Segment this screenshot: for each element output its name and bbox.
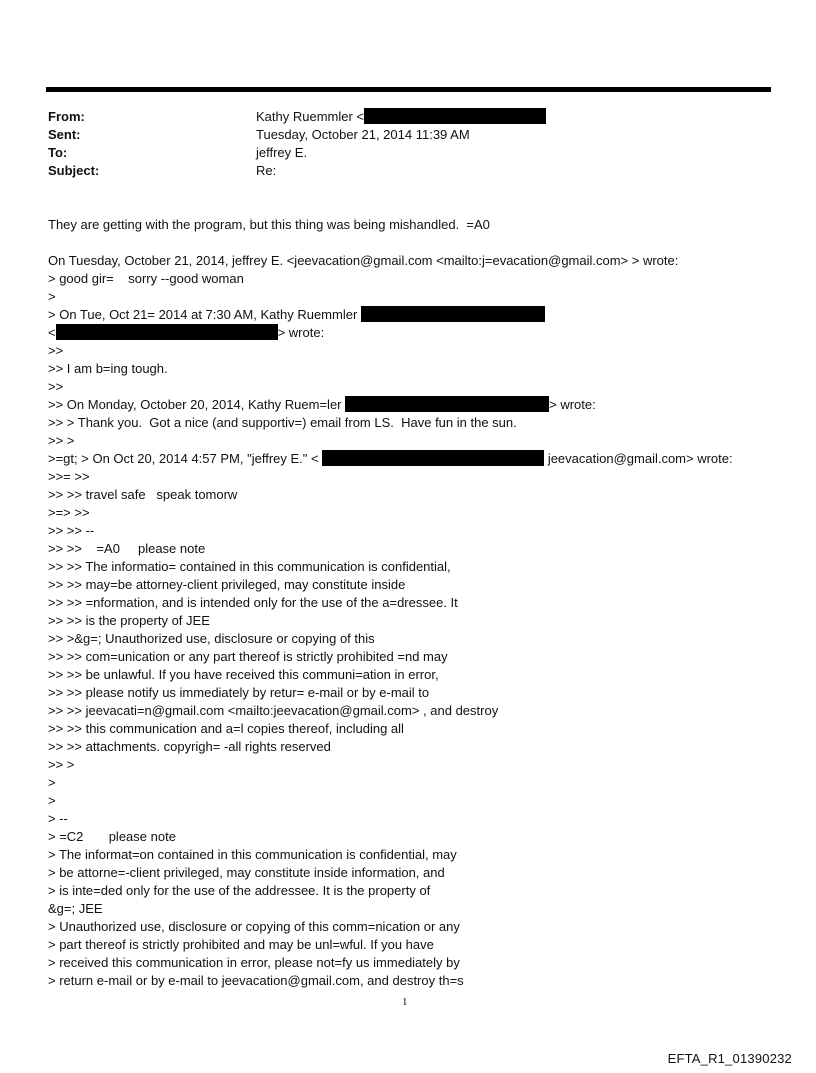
body-line: > -- <box>48 811 68 826</box>
body-line: >> >> jeevacati=n@gmail.com <mailto:jeevacation@gmail.com> , and destroy <box>48 703 499 718</box>
body-line: >> >> please notify us immediately by retur= e-mail or by e-mail to <box>48 685 430 700</box>
body-line: > part thereof is strictly prohibited and may be unl=wful. If you have <box>48 937 434 952</box>
body-line: >=> >> <box>48 505 90 520</box>
body-line: >> >> The informatio= contained in this communication is confidential, <box>48 559 451 574</box>
redaction-box <box>56 324 278 340</box>
redaction-box <box>322 450 544 466</box>
to-value: jeffrey E. <box>256 145 308 160</box>
blank-line <box>48 234 778 252</box>
body-line <box>48 324 778 342</box>
body-text: < <box>48 325 56 340</box>
body-line: > <box>48 775 56 790</box>
email-body <box>48 216 778 990</box>
body-line: >>= >> <box>48 469 90 484</box>
body-line: >> > Thank you. Got a nice (and supportiv=) email from LS. Have fun in the sun. <box>48 415 517 430</box>
body-line: > be attorne=-client privileged, may constitute inside information, and <box>48 865 445 880</box>
body-line: >> <box>48 343 64 358</box>
body-line: &g=; JEE <box>48 901 103 916</box>
from-name: Kathy Ruemmler < <box>256 109 365 124</box>
to-label: To: <box>48 145 68 160</box>
redaction-box <box>361 306 545 322</box>
body-line: >> >&g=; Unauthorized use, disclosure or copying of this <box>48 631 375 646</box>
body-line: > Unauthorized use, disclosure or copying of this comm=nication or any <box>48 919 460 934</box>
body-line: >> > <box>48 757 75 772</box>
from-label: From: <box>48 109 85 124</box>
body-line: > good gir= sorry --good woman <box>48 271 244 286</box>
body-text: > On Tue, Oct 21= 2014 at 7:30 AM, Kathy Ruemmler <box>48 307 361 322</box>
body-line: >> >> =A0 please note <box>48 541 206 556</box>
body-line: >> >> be unlawful. If you have received this communi=ation in error, <box>48 667 439 682</box>
sent-value: Tuesday, October 21, 2014 11:39 AM <box>256 127 470 142</box>
body-line: >> >> =nformation, and is intended only for the use of the a=dressee. It <box>48 595 458 610</box>
body-line: They are getting with the program, but this thing was being mishandled. =A0 <box>48 217 490 232</box>
body-line: >> >> this communication and a=l copies thereof, including all <box>48 721 404 736</box>
body-line: >> >> may=be attorney-client privileged, may constitute inside <box>48 577 406 592</box>
body-line: >> I am b=ing tough. <box>48 361 168 376</box>
body-line: > <box>48 289 56 304</box>
body-line: > is inte=ded only for the use of the addressee. It is the property of <box>48 883 431 898</box>
body-line: >> > <box>48 433 75 448</box>
document-id: EFTA_R1_01390232 <box>667 1051 792 1066</box>
page-number: 1 <box>402 996 408 1008</box>
body-line <box>48 396 778 414</box>
body-text: jeevacation@gmail.com> wrote: <box>544 451 733 466</box>
body-line: > return e-mail or by e-mail to jeevacation@gmail.com, and destroy th=s <box>48 973 464 988</box>
body-line: > =C2 please note <box>48 829 176 844</box>
redaction-box <box>345 396 549 412</box>
body-line: >> >> com=unication or any part thereof is strictly prohibited =nd may <box>48 649 448 664</box>
sent-label: Sent: <box>48 127 81 142</box>
body-line: >> >> travel safe speak tomorw <box>48 487 238 502</box>
body-line: >> >> -- <box>48 523 95 538</box>
body-text: > wrote: <box>277 325 325 340</box>
body-line: >> <box>48 379 64 394</box>
subject-value: Re: <box>256 163 277 178</box>
header-rule <box>46 87 771 92</box>
body-line: >> >> is the property of JEE <box>48 613 210 628</box>
body-line: >> >> attachments. copyrigh= -all rights reserved <box>48 739 331 754</box>
body-line: > received this communication in error, please not=fy us immediately by <box>48 955 460 970</box>
from-value <box>256 108 546 126</box>
body-text: >=gt; > On Oct 20, 2014 4:57 PM, "jeffrey E." < <box>48 451 323 466</box>
redaction-box <box>364 108 546 124</box>
body-line: > The informat=on contained in this communication is confidential, may <box>48 847 457 862</box>
body-text: >> On Monday, October 20, 2014, Kathy Ruem=ler <box>48 397 346 412</box>
subject-label: Subject: <box>48 163 100 178</box>
body-text: > wrote: <box>549 397 596 412</box>
body-line <box>48 306 778 324</box>
body-line <box>48 450 778 468</box>
body-line: On Tuesday, October 21, 2014, jeffrey E. <jeevacation@gmail.com <mailto:j=evacation@gmail.com> > wrote: <box>48 253 679 268</box>
body-line: > <box>48 793 56 808</box>
